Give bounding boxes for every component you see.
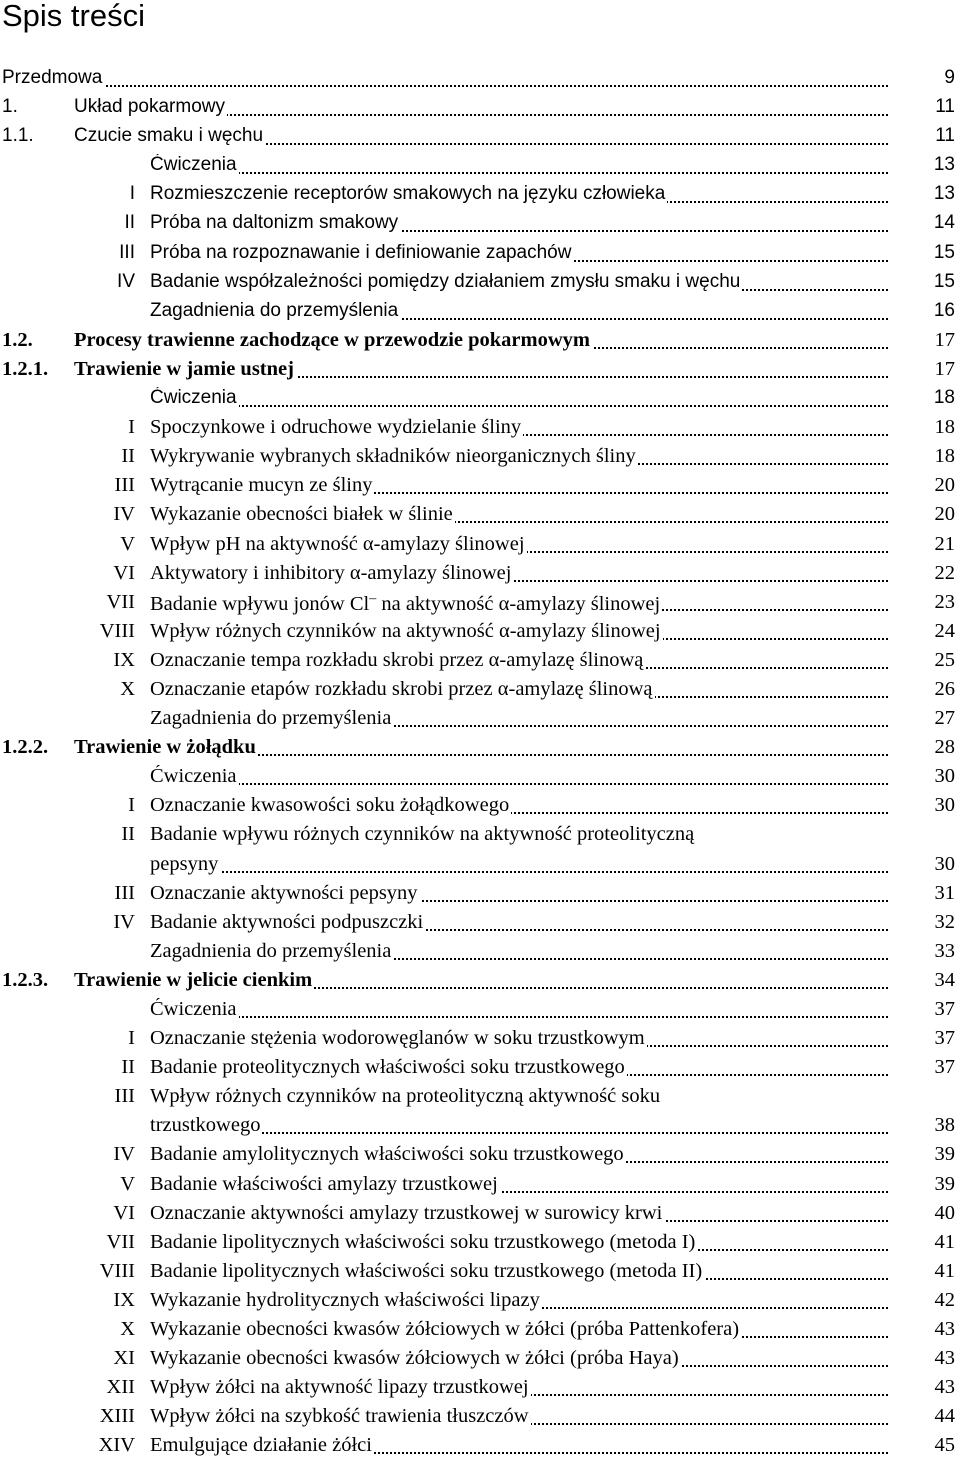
toc-entry-title: Trawienie w jelicie cienkim [74, 968, 313, 991]
toc-entry-title: Procesy trawienne zachodzące w przewodzie pokarmowym [74, 328, 590, 351]
page-number: 41 [934, 1230, 955, 1253]
page-number: 30 [934, 852, 955, 875]
exercise-number: VIII [99, 1259, 135, 1282]
dot-leader [150, 1016, 888, 1018]
toc-entry [0, 996, 960, 1025]
exercise-number: IX [113, 648, 135, 671]
page-number: 13 [933, 154, 955, 176]
exercise-number: II [121, 1056, 135, 1079]
toc-entry [0, 938, 960, 967]
dot-leader [2, 85, 888, 87]
toc-entry [0, 1229, 960, 1258]
toc-entry [0, 560, 960, 589]
page-number: 38 [934, 1114, 955, 1137]
page-number: 42 [934, 1288, 955, 1311]
page-number: 21 [934, 532, 955, 555]
exercise-number: VIII [99, 619, 135, 642]
exercise-number: X [120, 1318, 135, 1341]
toc-entry [0, 734, 960, 763]
page-number: 37 [934, 1027, 955, 1050]
toc-entry [0, 94, 960, 123]
section-number: 1.2.1. [2, 357, 49, 380]
toc-entry [0, 443, 960, 472]
toc-entry [0, 123, 960, 152]
page-number: 22 [934, 561, 955, 584]
page-number: 32 [934, 910, 955, 933]
page-number: 20 [934, 474, 955, 497]
toc-entry [0, 501, 960, 530]
page-number: 18 [934, 445, 955, 468]
toc-entry-title: Próba na rozpoznawanie i definiowanie zapachów [150, 241, 572, 263]
dot-leader [150, 871, 888, 873]
toc-entry-title: Badanie amylolitycznych właściwości soku trzustkowego [150, 1143, 624, 1166]
page-number: 30 [934, 794, 955, 817]
exercise-number: I [128, 1027, 135, 1050]
exercise-number: III [119, 241, 135, 263]
page-number: 20 [934, 503, 955, 526]
exercise-number: II [121, 823, 135, 846]
toc-entry-title: Badanie lipolitycznych właściwości soku trzustkowego (metoda II) [150, 1259, 703, 1282]
toc-entry [0, 1287, 960, 1316]
toc-entry [0, 327, 960, 356]
page-number: 16 [933, 299, 955, 321]
toc-entry [0, 1432, 960, 1461]
toc-entry [0, 1083, 960, 1112]
toc-entry-title: Wykazanie hydrolitycznych właściwości lipazy [150, 1288, 540, 1311]
toc-entry [0, 1054, 960, 1083]
exercise-number: IV [113, 1143, 135, 1166]
toc-entry-title: Oznaczanie kwasowości soku żołądkowego [150, 794, 510, 817]
section-number: 1.1. [2, 125, 34, 147]
exercise-number: III [114, 1085, 135, 1108]
page-number: 15 [933, 270, 955, 292]
dot-leader [150, 172, 888, 174]
exercise-number: I [129, 183, 135, 205]
toc-entry-title: Ćwiczenia [150, 387, 237, 409]
exercise-number: XIII [99, 1405, 135, 1428]
toc-entry-title: pepsyny [150, 852, 219, 875]
dot-leader [150, 405, 888, 407]
page-number: 26 [934, 677, 955, 700]
page-number: 18 [933, 387, 955, 409]
toc-entry-title: Trawienie w jamie ustnej [74, 357, 294, 380]
toc-entry [0, 647, 960, 676]
toc-entry [0, 1345, 960, 1374]
toc-entry-title: Badanie wpływu różnych czynników na aktywność proteolityczną [150, 823, 695, 846]
page-number: 13 [933, 183, 955, 205]
toc-entry-title: Aktywatory i inhibitory α-amylazy ślinowej [150, 561, 512, 584]
page-number: 34 [934, 968, 955, 991]
exercise-number: IV [117, 270, 135, 292]
toc-entry [0, 821, 960, 850]
toc-entry-title: Spoczynkowe i odruchowe wydzielanie śliny [150, 416, 522, 439]
toc-entry-title: Badanie aktywności podpuszczki [150, 910, 424, 933]
toc-entry [0, 676, 960, 705]
toc-entry [0, 1403, 960, 1432]
exercise-number: XII [106, 1376, 135, 1399]
toc-entry [0, 1171, 960, 1200]
toc-entry [0, 705, 960, 734]
page-number: 43 [934, 1347, 955, 1370]
toc-entry-title: Wykrywanie wybranych składników nieorganicznych śliny [150, 445, 636, 468]
exercise-number: IV [113, 503, 135, 526]
toc-entry-title: Wykazanie obecności białek w ślinie [150, 503, 453, 526]
toc-entry-title: Wpływ żółci na szybkość trawienia tłuszczów [150, 1405, 529, 1428]
page-number: 44 [934, 1405, 955, 1428]
toc-entry [0, 589, 960, 618]
toc-entry-title: Oznaczanie aktywności pepsyny [150, 881, 418, 904]
toc-entry-title: Wpływ żółci na aktywność lipazy trzustkowej [150, 1376, 529, 1399]
toc-entry [0, 1374, 960, 1403]
dot-leader [150, 783, 888, 785]
exercise-number: VII [106, 1230, 135, 1253]
toc-entry [0, 880, 960, 909]
page-number: 37 [934, 998, 955, 1020]
toc-entry-title: Zagadnienia do przemyślenia [150, 707, 392, 730]
toc-entry-title: Wykazanie obecności kwasów żółciowych w żółci (próba Haya) [150, 1347, 679, 1370]
toc-entry [0, 851, 960, 880]
page-number: 30 [934, 765, 955, 788]
toc-entry [0, 240, 960, 269]
toc-entry-title: Emulgujące działanie żółci [150, 1434, 372, 1457]
toc-entry [0, 472, 960, 501]
toc-entry-title: Wytrącanie mucyn ze śliny [150, 474, 373, 497]
page-number: 37 [934, 1056, 955, 1079]
page-number: 11 [935, 96, 955, 118]
page-number: 43 [934, 1318, 955, 1341]
toc-entry [0, 1258, 960, 1287]
exercise-number: IX [113, 1288, 135, 1311]
toc-entry-title: Oznaczanie etapów rozkładu skrobi przez α-amylazę ślinową [150, 677, 653, 700]
exercise-number: II [124, 212, 135, 234]
toc-entry [0, 210, 960, 239]
page-number: 43 [934, 1376, 955, 1399]
page-number: 45 [934, 1434, 955, 1457]
page-number: 33 [934, 939, 955, 962]
exercise-number: V [120, 532, 135, 555]
toc-entry-title: Oznaczanie tempa rozkładu skrobi przez α-amylazę ślinową [150, 648, 644, 671]
toc-entry-title: Trawienie w żołądku [74, 736, 256, 759]
page-number: 9 [944, 67, 955, 88]
toc-entry-title: Wpływ różnych czynników na aktywność α-amylazy ślinowej [150, 619, 661, 642]
page-number: 25 [934, 648, 955, 671]
section-number: 1.2.2. [2, 736, 49, 759]
toc-entry [0, 1316, 960, 1345]
page-number: 41 [934, 1259, 955, 1282]
toc-entry [0, 356, 960, 385]
toc-entry [0, 1025, 960, 1054]
toc-entry-title: trzustkowego [150, 1114, 261, 1137]
toc-entry [0, 1112, 960, 1141]
toc-entry-title: Przedmowa [2, 67, 103, 88]
section-number: 1. [2, 96, 18, 118]
page-number: 17 [934, 357, 955, 380]
exercise-number: III [114, 881, 135, 904]
page-number: 17 [934, 328, 955, 351]
toc-entry-title: Rozmieszczenie receptorów smakowych na języku człowieka [150, 183, 666, 205]
page-number: 27 [934, 707, 955, 730]
page-number: 11 [935, 125, 955, 147]
toc-entry [0, 269, 960, 298]
toc-entry-title: Próba na daltonizm smakowy [150, 212, 399, 234]
exercise-number: XIV [98, 1434, 135, 1457]
toc-entry [0, 152, 960, 181]
toc-entry [0, 1141, 960, 1170]
toc-entry-title: Ćwiczenia [150, 765, 237, 788]
toc-entry [0, 618, 960, 647]
exercise-number: V [120, 1172, 135, 1195]
toc-entry [0, 909, 960, 938]
toc-entry [0, 385, 960, 414]
toc-entry-title: Układ pokarmowy [74, 96, 225, 118]
exercise-number: VII [106, 590, 135, 613]
toc-entry-title: Zagadnienia do przemyślenia [150, 299, 399, 321]
toc-entry-title: Wykazanie obecności kwasów żółciowych w żółci (próba Pattenkofera) [150, 1318, 740, 1341]
toc-entry-title: Zagadnienia do przemyślenia [150, 939, 392, 962]
toc-entry [0, 298, 960, 327]
page-number: 31 [934, 881, 955, 904]
exercise-number: VI [113, 1201, 135, 1224]
exercise-number: III [114, 474, 135, 497]
toc-entry-title: Badanie współzależności pomiędzy działaniem zmysłu smaku i węchu [150, 270, 741, 292]
page-number: 14 [933, 212, 955, 234]
toc-entry-title: Badanie wpływu jonów Cl– na aktywność α-amylazy ślinowej [150, 590, 661, 615]
toc-entry [0, 1200, 960, 1229]
page-title: Spis treści [2, 0, 145, 33]
exercise-number: I [128, 794, 135, 817]
page-number: 28 [934, 736, 955, 759]
exercise-number: IV [113, 910, 135, 933]
table-of-contents [0, 65, 960, 1462]
exercise-number: X [120, 677, 135, 700]
exercise-number: I [128, 416, 135, 439]
toc-entry [0, 181, 960, 210]
section-number: 1.2.3. [2, 968, 49, 991]
exercise-number: II [121, 445, 135, 468]
page-number: 23 [934, 590, 955, 613]
section-number: 1.2. [2, 328, 33, 351]
toc-entry [0, 65, 960, 94]
page-number: 15 [933, 241, 955, 263]
toc-entry-title: Ćwiczenia [150, 154, 237, 176]
toc-entry-title: Oznaczanie aktywności amylazy trzustkowej w surowicy krwi [150, 1201, 663, 1224]
toc-entry-title: Oznaczanie stężenia wodorowęglanów w soku trzustkowym [150, 1027, 645, 1050]
toc-entry [0, 414, 960, 443]
page-number: 40 [934, 1201, 955, 1224]
toc-entry-title: Wpływ różnych czynników na proteolityczną aktywność soku [150, 1085, 661, 1108]
toc-entry-title: Wpływ pH na aktywność α-amylazy ślinowej [150, 532, 525, 555]
exercise-number: XI [113, 1347, 135, 1370]
toc-entry-title: Badanie proteolitycznych właściwości soku trzustkowego [150, 1056, 625, 1079]
page-number: 24 [934, 619, 955, 642]
exercise-number: VI [113, 561, 135, 584]
page-number: 39 [934, 1143, 955, 1166]
toc-entry-title: Ćwiczenia [150, 998, 237, 1020]
toc-entry [0, 967, 960, 996]
page-number: 39 [934, 1172, 955, 1195]
toc-entry [0, 763, 960, 792]
toc-entry [0, 531, 960, 560]
toc-entry-title: Czucie smaku i węchu [74, 125, 264, 147]
toc-entry-title: Badanie właściwości amylazy trzustkowej [150, 1172, 498, 1195]
toc-entry-title: Badanie lipolitycznych właściwości soku trzustkowego (metoda I) [150, 1230, 696, 1253]
page-number: 18 [934, 416, 955, 439]
toc-entry [0, 792, 960, 821]
